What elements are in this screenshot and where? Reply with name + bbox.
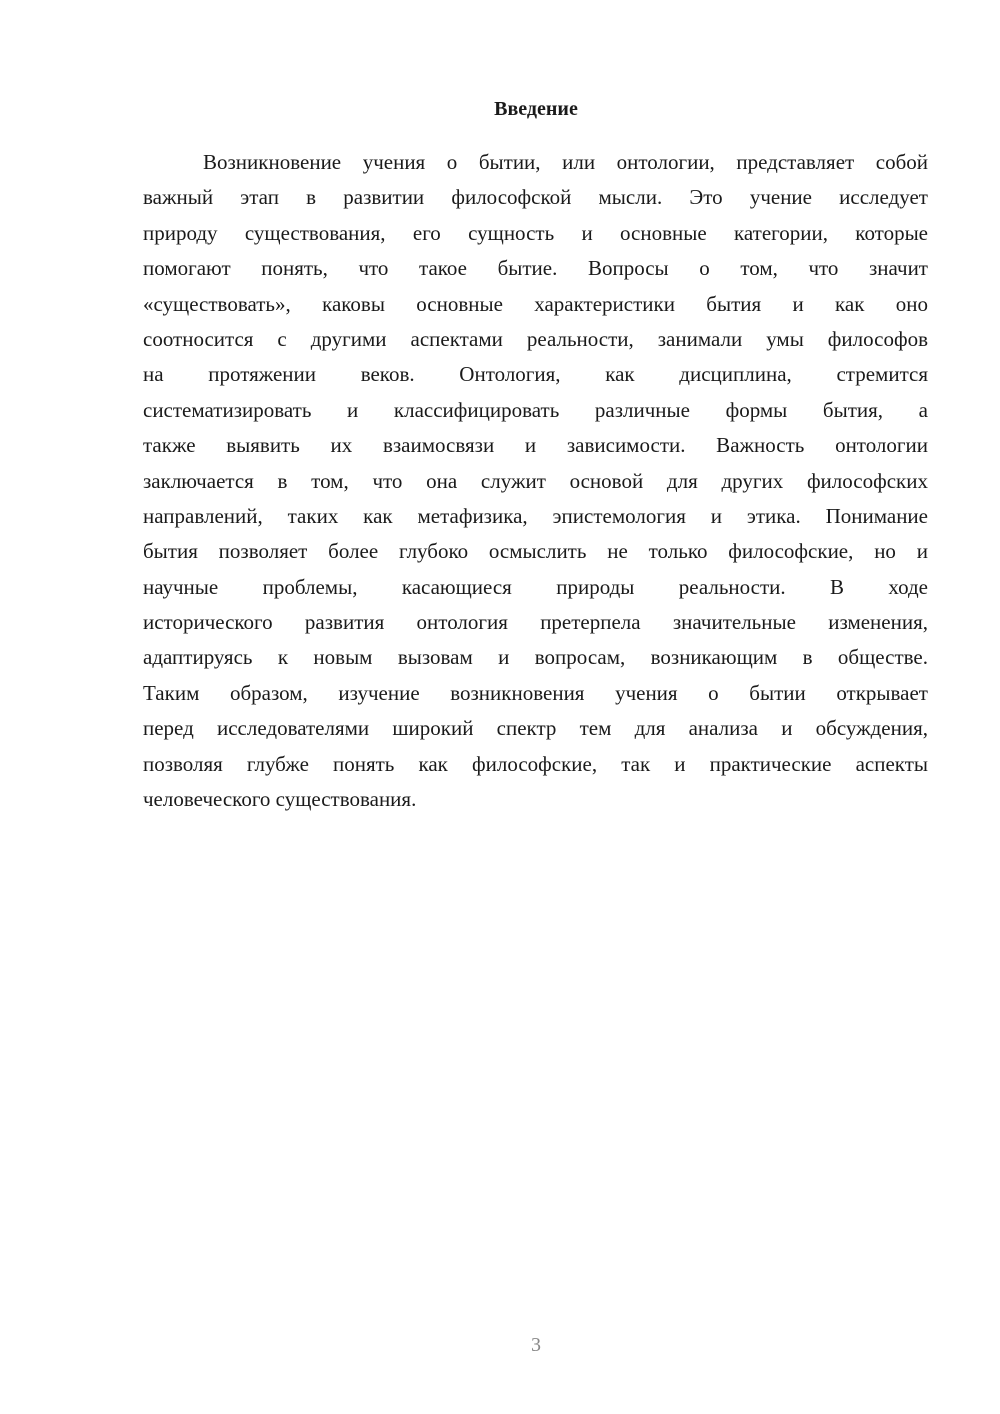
text-line: исторического развития онтология претерпела значительные изменения, <box>143 610 928 635</box>
section-heading: Введение <box>494 98 578 120</box>
text-line: помогают понять, что такое бытие. Вопросы о том, что значит <box>143 256 928 281</box>
text-line: научные проблемы, касающиеся природы реальности. В ходе <box>143 574 928 599</box>
text-line: направлений, таких как метафизика, эпистемология и этика. Понимание <box>143 503 928 528</box>
text-line: Таким образом, изучение возникновения учения о бытии открывает <box>143 680 928 705</box>
text-line: «существовать», каковы основные характеристики бытия и как оно <box>143 291 928 316</box>
text-line: перед исследователями широкий спектр тем для анализа и обсуждения, <box>143 716 928 741</box>
text-line: адаптируясь к новым вызовам и вопросам, возникающим в обществе. <box>143 645 928 670</box>
text-line: природу существования, его сущность и основные категории, которые <box>143 220 928 245</box>
text-line: также выявить их взаимосвязи и зависимости. Важность онтологии <box>143 433 928 458</box>
text-line: на протяжении веков. Онтология, как дисциплина, стремится <box>143 362 928 387</box>
text-line: Возникновение учения о бытии, или онтологии, представляет собой <box>203 150 928 174</box>
text-line: человеческого существования. <box>143 787 417 812</box>
body-paragraph <box>143 145 928 817</box>
text-line: заключается в том, что она служит основой для других философских <box>143 468 928 493</box>
text-line: систематизировать и классифицировать различные формы бытия, а <box>143 397 928 422</box>
text-line: бытия позволяет более глубоко осмыслить не только философские, но и <box>143 539 928 564</box>
page-number: 3 <box>531 1334 541 1356</box>
text-line: позволяя глубже понять как философские, так и практические аспекты <box>143 751 928 776</box>
text-line: соотносится с другими аспектами реальности, занимали умы философов <box>143 326 928 351</box>
text-line: важный этап в развитии философской мысли. Это учение исследует <box>143 185 928 210</box>
